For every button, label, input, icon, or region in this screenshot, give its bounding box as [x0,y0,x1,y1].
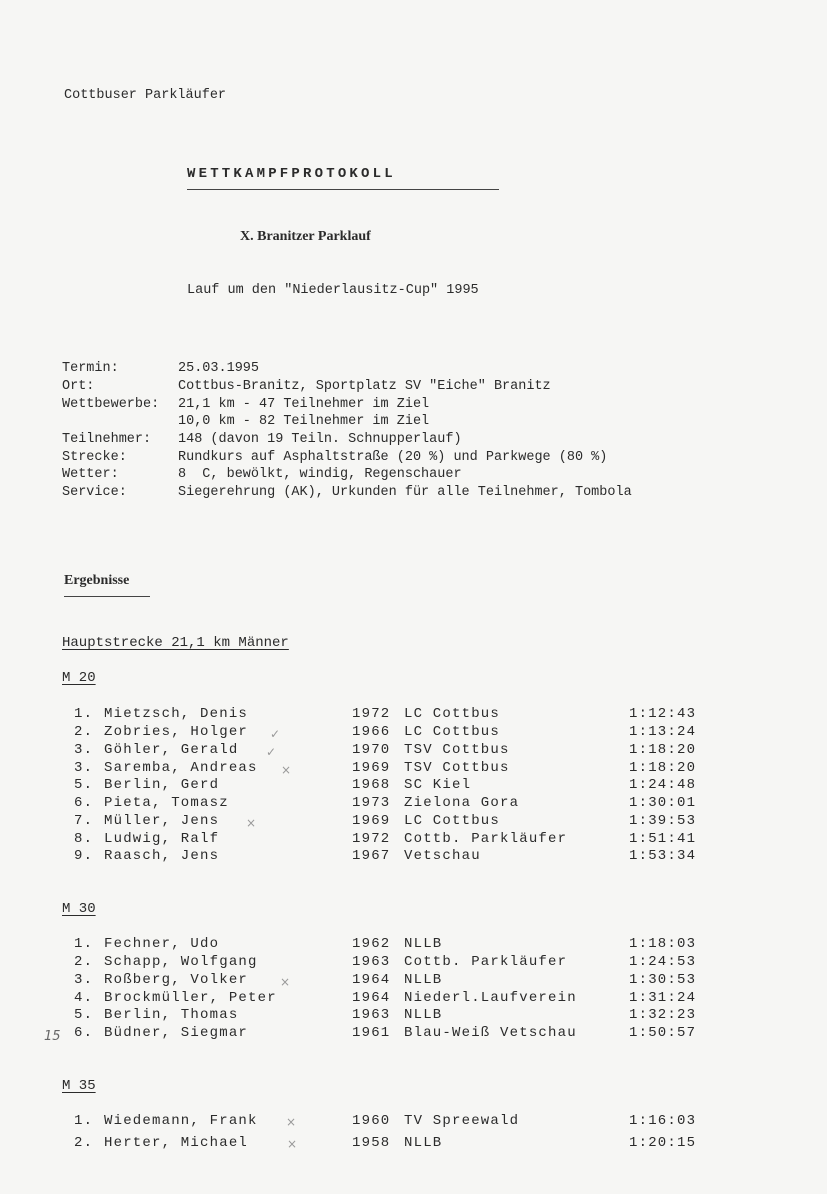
runner-name: Brockmüller, Peter [104,990,277,1006]
category-heading: M 20 [62,670,96,686]
finish-time: 1:16:03 [629,1113,697,1129]
rank: 5. [74,777,94,793]
club: TSV Cottbus [404,760,510,776]
finish-time: 1:39:53 [629,813,697,829]
birth-year: 1969 [352,813,391,829]
rank: 8. [74,831,94,847]
info-label: Strecke: [62,450,127,465]
info-value: 8 C, bewölkt, windig, Regenschauer [178,467,462,482]
birth-year: 1969 [352,760,391,776]
birth-year: 1970 [352,742,391,758]
rank: 9. [74,848,94,864]
cross-mark: × [281,763,292,777]
birth-year: 1968 [352,777,391,793]
finish-time: 1:30:53 [629,972,697,988]
finish-time: 1:51:41 [629,831,697,847]
finish-time: 1:31:24 [629,990,697,1006]
runner-name: Mietzsch, Denis [104,706,249,722]
rank: 1. [74,1113,94,1129]
runner-name: Fechner, Udo [104,936,220,952]
info-value: 21,1 km - 47 Teilnehmer im Ziel [178,397,430,412]
birth-year: 1963 [352,954,391,970]
club: NLLB [404,1007,443,1023]
rank: 3. [74,742,94,758]
club: LC Cottbus [404,724,501,740]
finish-time: 1:12:43 [629,706,697,722]
results-heading: Ergebnisse [64,573,130,588]
info-label: Wetter: [62,467,119,482]
club: Cottb. Parkläufer [404,954,568,970]
event-subtitle: Lauf um den "Niederlausitz-Cup" 1995 [187,283,479,298]
rank: 1. [74,706,94,722]
birth-year: 1973 [352,795,391,811]
finish-time: 1:50:57 [629,1025,697,1041]
birth-year: 1964 [352,990,391,1006]
category-heading: M 30 [62,901,96,917]
club: NLLB [404,972,443,988]
info-value: Cottbus-Branitz, Sportplatz SV "Eiche" Branitz [178,379,551,394]
club: NLLB [404,1135,443,1151]
runner-name: Berlin, Thomas [104,1007,239,1023]
runner-name: Göhler, Gerald [104,742,239,758]
finish-time: 1:20:15 [629,1135,697,1151]
club: Zielona Gora [404,795,520,811]
birth-year: 1972 [352,706,391,722]
club: LC Cottbus [404,706,501,722]
club: Niederl.Laufverein [404,990,577,1006]
runner-name: Müller, Jens [104,813,220,829]
birth-year: 1972 [352,831,391,847]
runner-name: Pieta, Tomasz [104,795,229,811]
info-value: Siegerehrung (AK), Urkunden für alle Teilnehmer, Tombola [178,485,632,500]
birth-year: 1967 [352,848,391,864]
club: Blau-Weiß Vetschau [404,1025,577,1041]
club: NLLB [404,936,443,952]
info-value: Rundkurs auf Asphaltstraße (20 %) und Parkwege (80 %) [178,450,608,465]
rank: 2. [74,724,94,740]
club: Vetschau [404,848,481,864]
rank: 6. [74,795,94,811]
cross-mark: × [280,975,291,989]
finish-time: 1:32:23 [629,1007,697,1023]
runner-name: Roßberg, Volker [104,972,249,988]
info-label: Termin: [62,361,119,376]
rank: 2. [74,954,94,970]
birth-year: 1963 [352,1007,391,1023]
handwritten-margin-note: 15 [44,1029,61,1044]
info-value: 25.03.1995 [178,361,260,376]
info-label: Teilnehmer: [62,432,152,447]
cross-mark: × [287,1137,298,1151]
finish-time: 1:18:03 [629,936,697,952]
finish-time: 1:24:53 [629,954,697,970]
club-name: Cottbuser Parkläufer [64,88,227,103]
finish-time: 1:30:01 [629,795,697,811]
rank: 7. [74,813,94,829]
birth-year: 1961 [352,1025,391,1041]
runner-name: Schapp, Wolfgang [104,954,258,970]
event-title: X. Branitzer Parklauf [240,229,371,244]
club: TSV Cottbus [404,742,510,758]
rank: 4. [74,990,94,1006]
birth-year: 1964 [352,972,391,988]
birth-year: 1962 [352,936,391,952]
info-value: 148 (davon 19 Teiln. Schnupperlauf) [178,432,462,447]
info-value: 10,0 km - 82 Teilnehmer im Ziel [178,414,430,429]
finish-time: 1:18:20 [629,742,697,758]
cross-mark: × [286,1115,297,1129]
runner-name: Raasch, Jens [104,848,220,864]
birth-year: 1966 [352,724,391,740]
runner-name: Herter, Michael [104,1135,249,1151]
results-underline [64,596,150,597]
rank: 3. [74,972,94,988]
check-mark: ✓ [266,745,277,759]
rank: 2. [74,1135,94,1151]
document-title: WETTKAMPFPROTOKOLL [187,166,396,182]
finish-time: 1:24:48 [629,777,697,793]
info-label: Service: [62,485,127,500]
info-label: Wettbewerbe: [62,397,160,412]
runner-name: Berlin, Gerd [104,777,220,793]
race-heading: Hauptstrecke 21,1 km Männer [62,635,289,651]
info-label: Ort: [62,379,95,394]
finish-time: 1:53:34 [629,848,697,864]
rank: 6. [74,1025,94,1041]
rank: 3. [74,760,94,776]
club: Cottb. Parkläufer [404,831,568,847]
finish-time: 1:18:20 [629,760,697,776]
club: LC Cottbus [404,813,501,829]
rank: 5. [74,1007,94,1023]
cross-mark: × [246,816,257,830]
birth-year: 1958 [352,1135,391,1151]
title-underline [187,189,499,190]
runner-name: Zobries, Holger [104,724,249,740]
club: TV Spreewald [404,1113,520,1129]
runner-name: Büdner, Siegmar [104,1025,249,1041]
category-heading: M 35 [62,1078,96,1094]
birth-year: 1960 [352,1113,391,1129]
check-mark: ✓ [270,727,281,741]
runner-name: Wiedemann, Frank [104,1113,258,1129]
runner-name: Saremba, Andreas [104,760,258,776]
rank: 1. [74,936,94,952]
finish-time: 1:13:24 [629,724,697,740]
runner-name: Ludwig, Ralf [104,831,220,847]
club: SC Kiel [404,777,472,793]
